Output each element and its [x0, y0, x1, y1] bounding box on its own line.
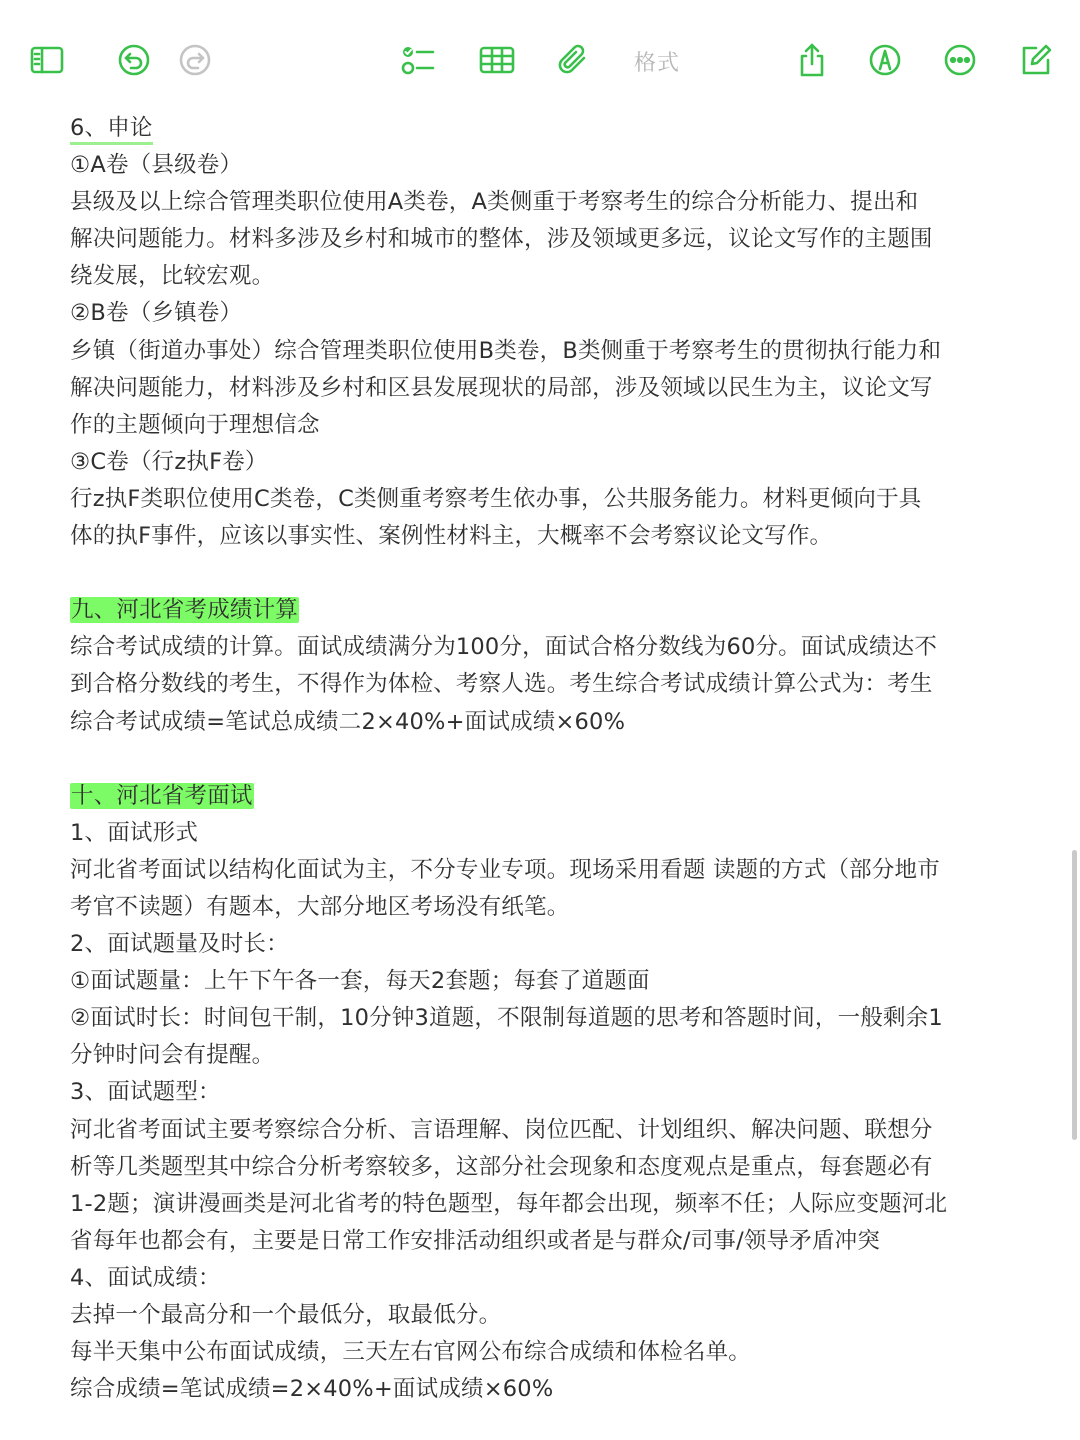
note-line: ②B卷（乡镇卷）: [70, 300, 243, 327]
note-line: ③C卷（行z执F卷）: [70, 448, 268, 475]
note-line: ②面试时长：时间包干制，10分钟3道题，不限制每道题的思考和答题时间，一般剩余1: [70, 1005, 943, 1032]
note-line: 河北省考面试主要考察综合分析、言语理解、岗位匹配、计划组织、解决问题、联想分: [70, 1116, 933, 1143]
note-line: 县级及以上综合管理类职位使用A类卷，A类侧重于考察考生的综合分析能力、提出和: [70, 189, 919, 216]
note-line: ①A卷（县级卷）: [70, 152, 243, 179]
note-line: 每半天集中公布面试成绩，三天左右官网公布综合成绩和体检名单。: [70, 1339, 752, 1366]
note-line: 行z执F类职位使用C类卷，C类侧重考察考生依办事，公共服务能力。材料更倾向于具: [70, 485, 922, 512]
markup-icon[interactable]: [865, 40, 905, 80]
note-line: 1-2题；演讲漫画类是河北省考的特色题型，每年都会出现，频率不任；人际应变题河北: [70, 1190, 948, 1217]
note-line: 去掉一个最高分和一个最低分，取最低分。: [70, 1302, 502, 1328]
note-line: 解决问题能力，材料涉及乡村和区县发展现状的局部，涉及领域以民生为主，议论文写: [70, 374, 933, 401]
table-icon[interactable]: [477, 40, 517, 80]
note-body[interactable]: [70, 110, 1020, 1408]
sidebar-icon[interactable]: [27, 40, 67, 80]
notes-toolbar: [0, 0, 1080, 120]
note-line: 分钟时问会有提醒。: [70, 1042, 275, 1069]
note-line: 综合考试成绩=笔试总成绩二2×40%+面试成绩×60%: [70, 708, 626, 735]
scrollbar[interactable]: [1072, 850, 1077, 1140]
note-line: 1、面试形式: [70, 819, 199, 846]
checklist-icon[interactable]: [398, 40, 438, 80]
note-line: 绕发展，比较宏观。: [70, 263, 275, 290]
highlighted-heading: 十、河北省考面试: [71, 782, 253, 809]
more-icon[interactable]: [940, 40, 980, 80]
note-line: 综合成绩=笔试成绩=2×40%+面试成绩×60%: [70, 1376, 554, 1403]
note-line: 河北省考面试以结构化面试为主，不分专业专项。现场采用看题 读题的方式（部分地市: [70, 856, 940, 883]
note-line: 解决问题能力。材料多涉及乡村和城市的整体，涉及领域更多远，议论文写作的主题围: [70, 226, 933, 253]
section-heading: 6、申论: [70, 110, 1020, 147]
redo-icon[interactable]: [175, 40, 215, 80]
note-line: ①面试题量：上午下午各一套，每天2套题；每套了道题面: [70, 968, 650, 995]
blank-line: [70, 555, 1020, 592]
note-line: 2、面试题量及时长：: [70, 931, 289, 958]
note-line: 4、面试成绩：: [70, 1264, 221, 1291]
note-line: 3、面试题型：: [70, 1079, 221, 1106]
note-line: 综合考试成绩的计算。面试成绩满分为100分，面试合格分数线为60分。面试成绩达不: [70, 634, 938, 661]
compose-icon[interactable]: [1016, 40, 1056, 80]
note-line: 乡镇（街道办事处）综合管理类职位使用B类卷，B类侧重于考察考生的贯彻执行能力和: [70, 337, 942, 364]
note-line: 作的主题倾向于理想信念: [70, 411, 320, 438]
share-icon[interactable]: [792, 40, 832, 80]
note-line: 到合格分数线的考生，不得作为体检、考察人选。考生综合考试成绩计算公式为：考生: [70, 671, 933, 698]
note-line: 体的执F事件，应该以事实性、案例性材料主，大概率不会考察议论文写作。: [70, 523, 833, 550]
undo-icon[interactable]: [114, 40, 154, 80]
note-line: 省每年也都会有，主要是日常工作安排活动组织或者是与群众/司事/领导矛盾冲突: [70, 1227, 881, 1254]
note-line: 析等几类题型其中综合分析考察较多，这部分社会现象和态度观点是重点，每套题必有: [70, 1153, 933, 1180]
note-line: 考官不读题）有题本，大部分地区考场没有纸笔。: [70, 893, 570, 920]
format-button[interactable]: 格式: [634, 51, 681, 76]
highlighted-heading: 九、河北省考成绩计算: [71, 597, 299, 624]
blank-line: [70, 741, 1020, 778]
attachment-icon[interactable]: [554, 40, 594, 80]
